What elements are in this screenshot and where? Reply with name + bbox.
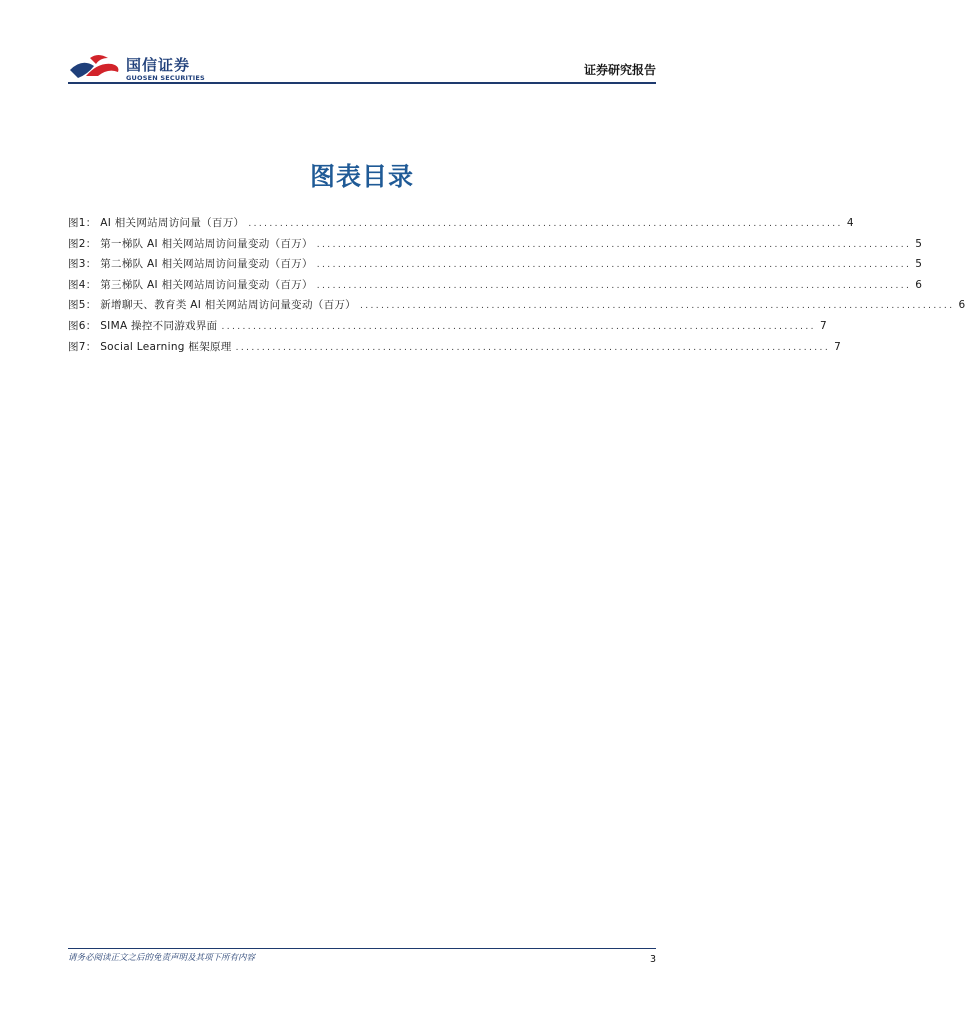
toc-entry-label: 图1： AI 相关网站周访问量（百万） — [68, 217, 245, 229]
page-number: 3 — [649, 954, 656, 965]
footer-disclaimer: 请务必阅读正文之后的免责声明及其项下所有内容 — [68, 953, 256, 963]
guosen-logo-icon — [68, 52, 122, 84]
header-divider — [68, 82, 656, 84]
guosen-logo — [68, 52, 208, 86]
toc-leader-dots: ................................................................................................................. — [235, 342, 831, 353]
toc-entry[interactable] — [68, 316, 827, 337]
footer-divider — [68, 948, 656, 949]
toc-entry-label: 图5： 新增聊天、教育类 AI 相关网站周访问量变动（百万） — [68, 299, 356, 312]
logo-chinese-name: 国信证券 — [126, 56, 191, 74]
toc-entry-label: 图6： SIMA 操控不同游戏界面 — [68, 319, 218, 332]
toc-leader-dots: ................................................................................................................. — [359, 301, 955, 312]
toc-entry[interactable] — [68, 337, 841, 358]
logo-english-name: GUOSEN SECURITIES — [126, 74, 205, 82]
figure-toc-list — [68, 213, 965, 357]
toc-entry-label: 图2： 第一梯队 AI 相关网站周访问量变动（百万） — [68, 237, 313, 250]
toc-leader-dots: ................................................................................................................. — [316, 260, 912, 271]
toc-leader-dots: ................................................................................................................. — [248, 219, 843, 229]
toc-entry-label: 图4： 第三梯队 AI 相关网站周访问量变动（百万） — [68, 278, 313, 291]
toc-entry[interactable] — [68, 234, 922, 255]
toc-entry-page: 7 — [834, 340, 841, 353]
page-header — [68, 48, 656, 84]
toc-leader-dots: ................................................................................................................. — [221, 321, 816, 332]
toc-entry-page: 6 — [915, 278, 922, 291]
toc-entry-page: 6 — [958, 299, 965, 312]
toc-entry[interactable] — [68, 213, 854, 234]
toc-entry[interactable] — [68, 295, 965, 316]
toc-entry[interactable] — [68, 254, 922, 275]
toc-entry-page: 5 — [915, 258, 922, 271]
toc-entry-page: 5 — [915, 237, 922, 250]
toc-entry-page: 7 — [819, 319, 827, 332]
toc-entry-label: 图3： 第二梯队 AI 相关网站周访问量变动（百万） — [68, 258, 313, 271]
report-type-label: 证券研究报告 — [583, 63, 656, 77]
toc-leader-dots: ................................................................................................................. — [316, 239, 912, 250]
toc-title: 图表目录 — [309, 162, 414, 191]
toc-entry-page: 4 — [846, 217, 854, 229]
toc-entry-label: 图7： Social Learning 框架原理 — [68, 340, 232, 353]
toc-entry[interactable] — [68, 275, 922, 296]
toc-leader-dots: ................................................................................................................. — [316, 280, 912, 291]
